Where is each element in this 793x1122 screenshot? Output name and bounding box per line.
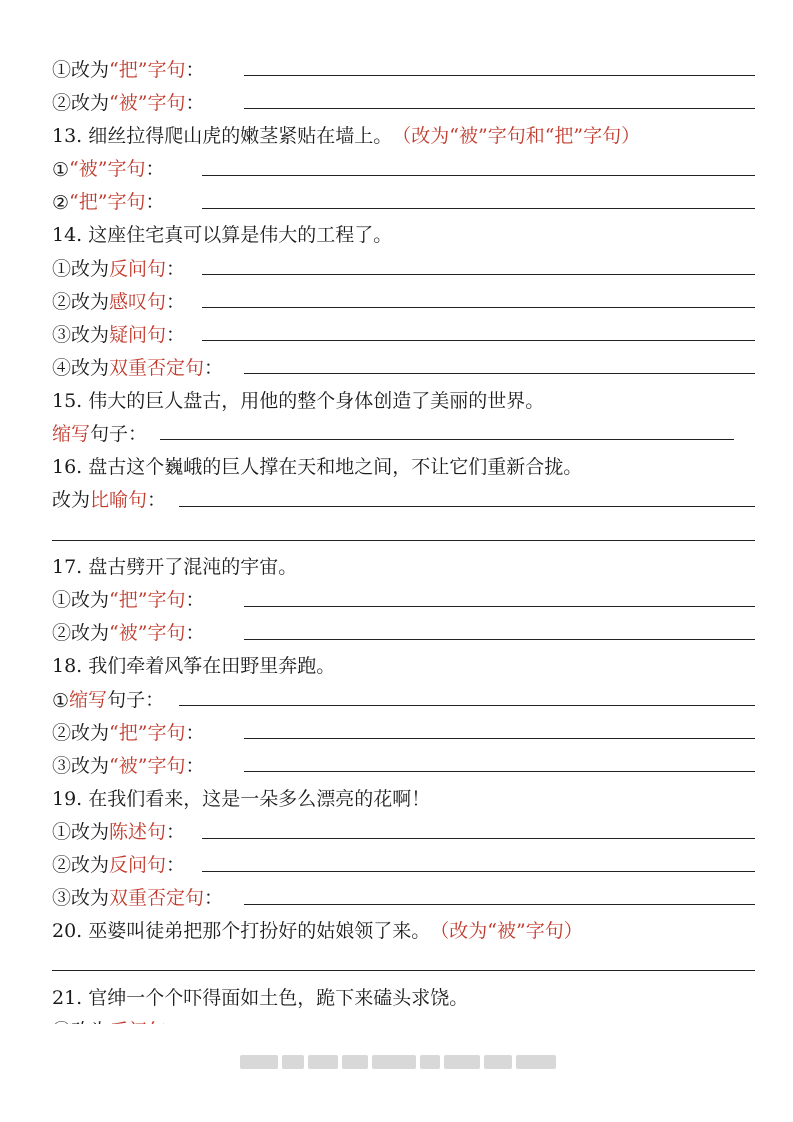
answer-blank[interactable] bbox=[244, 108, 755, 109]
question-17: 17. 盘古劈开了混沌的宇宙。 bbox=[52, 556, 298, 578]
question-21: 21. 官绅一个个吓得面如土色，跪下来磕头求饶。 bbox=[52, 987, 469, 1009]
blur-block bbox=[342, 1055, 368, 1069]
answer-line: ②改为 “被”字句 ： bbox=[52, 622, 205, 644]
answer-blank[interactable] bbox=[244, 639, 755, 640]
question-14: 14. 这座住宅真可以算是伟大的工程了。 bbox=[52, 224, 393, 246]
answer-line: ①改为 “把”字句 ： bbox=[52, 589, 205, 611]
answer-blank[interactable] bbox=[52, 970, 755, 971]
answer-blank[interactable] bbox=[202, 871, 755, 872]
blur-block bbox=[420, 1055, 440, 1069]
blur-block bbox=[240, 1055, 278, 1069]
answer-blank[interactable] bbox=[244, 606, 755, 607]
question-19: 19. 在我们看来，这是一朵多么漂亮的花啊！ bbox=[52, 788, 431, 810]
answer-line: ②改为 反问句 ： bbox=[52, 854, 186, 876]
answer-blank[interactable] bbox=[244, 904, 755, 905]
answer-line: ① 缩写 句子： bbox=[52, 689, 165, 712]
blur-block bbox=[372, 1055, 416, 1069]
answer-blank[interactable] bbox=[160, 439, 734, 440]
answer-blank[interactable] bbox=[244, 738, 755, 739]
answer-line: ②改为 “把”字句 ： bbox=[52, 722, 205, 744]
answer-line: ③改为 双重否定句 ： bbox=[52, 887, 224, 909]
answer-blank[interactable] bbox=[202, 340, 755, 341]
question-16: 16. 盘古这个巍峨的巨人撑在天和地之间，不让它们重新合拢。 bbox=[52, 456, 583, 478]
question-13: 13. 细丝拉得爬山虎的嫩茎紧贴在墙上。 （改为“被”字句和“把”字句） bbox=[52, 125, 641, 147]
answer-line: ③改为 疑问句 ： bbox=[52, 324, 186, 346]
blur-block bbox=[484, 1055, 512, 1069]
answer-line: ① “被”字句 ： bbox=[52, 158, 165, 181]
answer-line: ②改为 感叹句 ： bbox=[52, 291, 186, 313]
blurred-footer bbox=[240, 1055, 556, 1069]
answer-line: ②改为 “被”字句 ： bbox=[52, 92, 205, 114]
answer-blank[interactable] bbox=[244, 75, 755, 76]
question-20: 20. 巫婆叫徒弟把那个打扮好的姑娘领了来。 （改为“被”字句） bbox=[52, 920, 583, 942]
answer-blank[interactable] bbox=[202, 208, 755, 209]
blur-block bbox=[308, 1055, 338, 1069]
answer-blank[interactable] bbox=[244, 373, 755, 374]
answer-line: 改为 比喻句 ： bbox=[52, 489, 167, 511]
answer-blank[interactable] bbox=[202, 307, 755, 308]
answer-blank[interactable] bbox=[202, 838, 755, 839]
answer-blank[interactable] bbox=[202, 274, 755, 275]
answer-blank[interactable] bbox=[244, 771, 755, 772]
blur-block bbox=[516, 1055, 556, 1069]
answer-line: ③改为 “被”字句 ： bbox=[52, 755, 205, 777]
question-18: 18. 我们牵着风筝在田野里奔跑。 bbox=[52, 655, 336, 677]
blur-block bbox=[282, 1055, 304, 1069]
page-cut-mask bbox=[0, 1024, 793, 1122]
answer-line: ①改为 反问句 ： bbox=[52, 258, 186, 280]
answer-blank[interactable] bbox=[179, 506, 755, 507]
answer-line: ② “把”字句 ： bbox=[52, 191, 165, 214]
blur-block bbox=[444, 1055, 480, 1069]
answer-line: ④改为 双重否定句 ： bbox=[52, 357, 224, 379]
answer-blank[interactable] bbox=[179, 705, 755, 706]
question-15: 15. 伟大的巨人盘古，用他的整个身体创造了美丽的世界。 bbox=[52, 390, 545, 412]
answer-line: 缩写 句子： bbox=[52, 423, 148, 445]
answer-line: ①改为 “把”字句 ： bbox=[52, 59, 205, 81]
answer-blank[interactable] bbox=[52, 540, 755, 541]
answer-blank[interactable] bbox=[202, 175, 755, 176]
answer-line: ①改为 陈述句 ： bbox=[52, 821, 186, 843]
